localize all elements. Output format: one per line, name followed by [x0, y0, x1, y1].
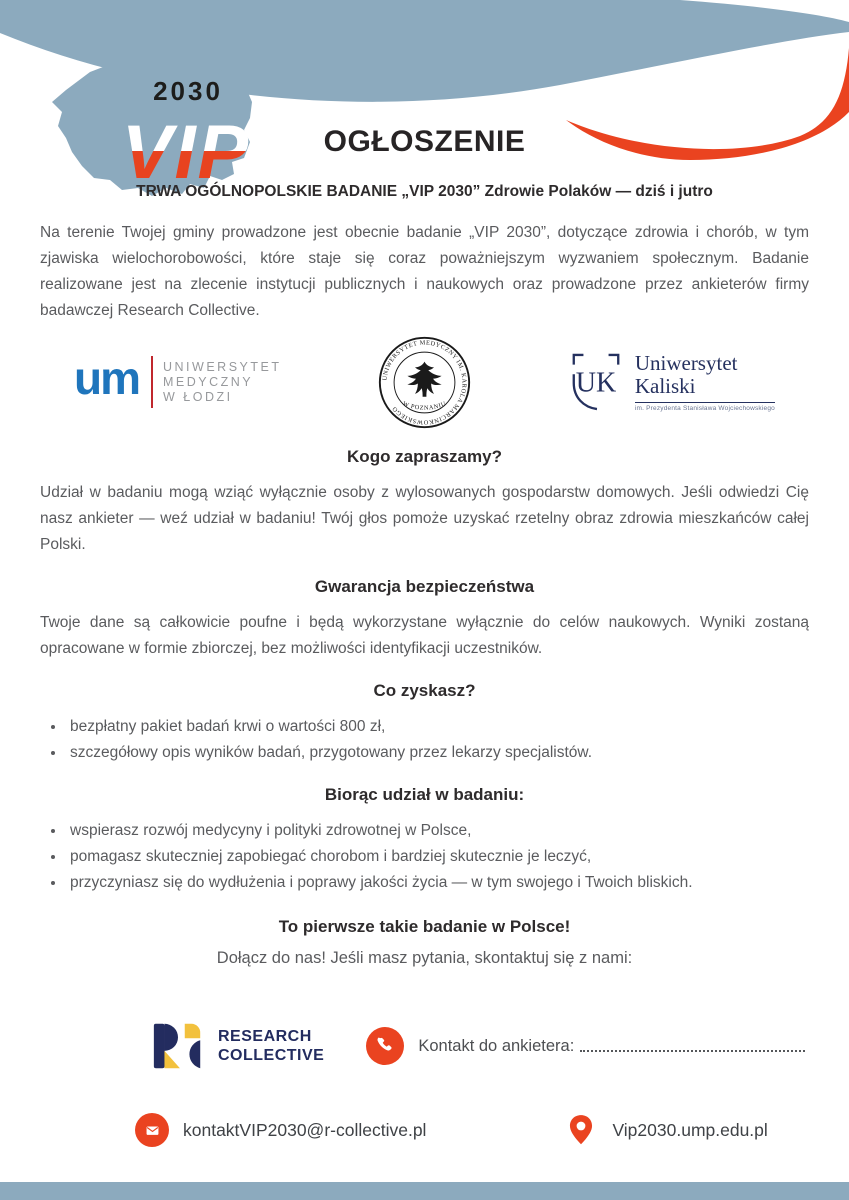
footer-website-item [564, 1112, 767, 1148]
participation-list [40, 818, 809, 896]
vip-logo-text: VIP [121, 110, 251, 195]
bottom-color-bar [0, 1182, 849, 1200]
uk-name-line: Uniwersytet [634, 351, 738, 375]
uk-monogram: UK [575, 367, 617, 399]
seal-ring-text: UNIWERSYTET MEDYCZNY IM. KAROLA MARCINKOWSKIEGO [381, 338, 468, 426]
envelope-icon [135, 1113, 169, 1147]
um-wordmark [163, 360, 281, 405]
logo-university-kalisz [567, 350, 775, 414]
vip-logo-year: 2030 [153, 76, 223, 106]
contact-label: Kontakt do ankietera: [418, 1036, 575, 1055]
study-subtitle: TRWA OGÓLNOPOLSKIE BADANIE „VIP 2030” Zdrowie Polaków — dziś i jutro [136, 183, 713, 200]
rc-wordmark [218, 1027, 324, 1065]
logo-medical-university-poznan-seal [377, 335, 472, 430]
section-heading-gain: Co zyskasz? [373, 681, 476, 700]
fill-in-dotted-line [580, 1050, 805, 1052]
um-monogram: um [74, 352, 139, 404]
list-item: • bezpłatny pakiet badań krwi o wartości 800 zł, [66, 714, 809, 740]
svg-text:W POZNANIU [401, 400, 447, 412]
list-item: • szczegółowy opis wyników badań, przygotowany przez lekarzy specjalistów. [66, 740, 809, 766]
seal-bottom-text: W POZNANIU [401, 399, 447, 412]
intro-paragraph: Na terenie Twojej gminy prowadzone jest obecnie badanie „VIP 2030”, dotyczące zdrowia i chorób, w tym zjawiska wielochorobowości, które staje się coraz poważniejszym wyzwaniem społecznym. Badanie realizowane jest na zlecenie instytucji publicznych i naukowych oraz prowadzone przez ankieterów firmy badawczej Research Collective. [40, 224, 809, 319]
closing-invitation: Dołącz do nas! Jeśli masz pytania, skontaktuj się z nami: [216, 949, 633, 967]
rc-wordmark-line: COLLECTIVE [218, 1047, 325, 1064]
study-website: Vip2030.ump.edu.pl [612, 1119, 768, 1140]
page-title: OGŁOSZENIE [323, 125, 526, 158]
eagle-seal-icon [407, 361, 441, 396]
uk-wordmark [635, 352, 775, 412]
rc-wordmark-line: RESEARCH [218, 1028, 312, 1045]
list-item: • wspierasz rozwój medycyny i polityki zdrowotnej w Polsce, [66, 818, 809, 844]
gain-list [40, 714, 809, 766]
section-body-safety: Twoje dane są całkowicie poufne i będą wykorzystane wyłącznie do celów naukowych. Wyniki zostaną opracowane w formie zbiorczej, bez możliwości identyfikacji uczestników. [40, 614, 809, 657]
logo-medical-university-lodz [74, 352, 282, 408]
contact-row [148, 1010, 805, 1082]
closing-statement: To pierwsze takie badanie w Polsce! [278, 917, 571, 936]
partner-logos-row [74, 336, 775, 428]
section-heading-invite: Kogo zapraszamy? [347, 447, 502, 466]
um-wordmark-line: W ŁODZI [163, 389, 233, 404]
uk-subtitle: im. Prezydenta Stanisława Wojciechowskiego [635, 402, 775, 412]
um-wordmark-line: UNIWERSYTET [163, 359, 282, 374]
rc-logo-mark [148, 1018, 208, 1074]
list-item: • pomagasz skuteczniej zapobiegać chorobom i bardziej skutecznie je leczyć, [66, 844, 809, 870]
uk-shield-mark [567, 350, 625, 414]
section-body-invite: Udział w badaniu mogą wziąć wyłącznie osoby z wylosowanych gospodarstw domowych. Jeśli odwiedzi Cię nasz ankieter — weź udział w badaniu! Twój głos pomoże uzyskać rzetelny obraz zdrowia mieszkańców całej Polski. [40, 484, 809, 553]
section-heading-participation: Biorąc udział w badaniu: [324, 785, 525, 804]
footer-contacts [135, 1112, 809, 1148]
uk-name-line: Kaliski [634, 374, 696, 398]
footer-email-item [135, 1113, 426, 1147]
section-heading-safety: Gwarancja bezpieczeństwa [314, 577, 535, 596]
list-item: • przyczyniasz się do wydłużenia i poprawy jakości życia — w tym swojego i Twoich bliskich. [66, 870, 809, 896]
phone-icon [366, 1027, 404, 1065]
research-collective-logo [148, 1018, 324, 1074]
location-pin-icon [564, 1112, 598, 1148]
logo-divider [151, 356, 153, 408]
um-wordmark-line: MEDYCZNY [163, 374, 254, 389]
contact-email: kontaktVIP2030@r-collective.pl [183, 1119, 427, 1140]
